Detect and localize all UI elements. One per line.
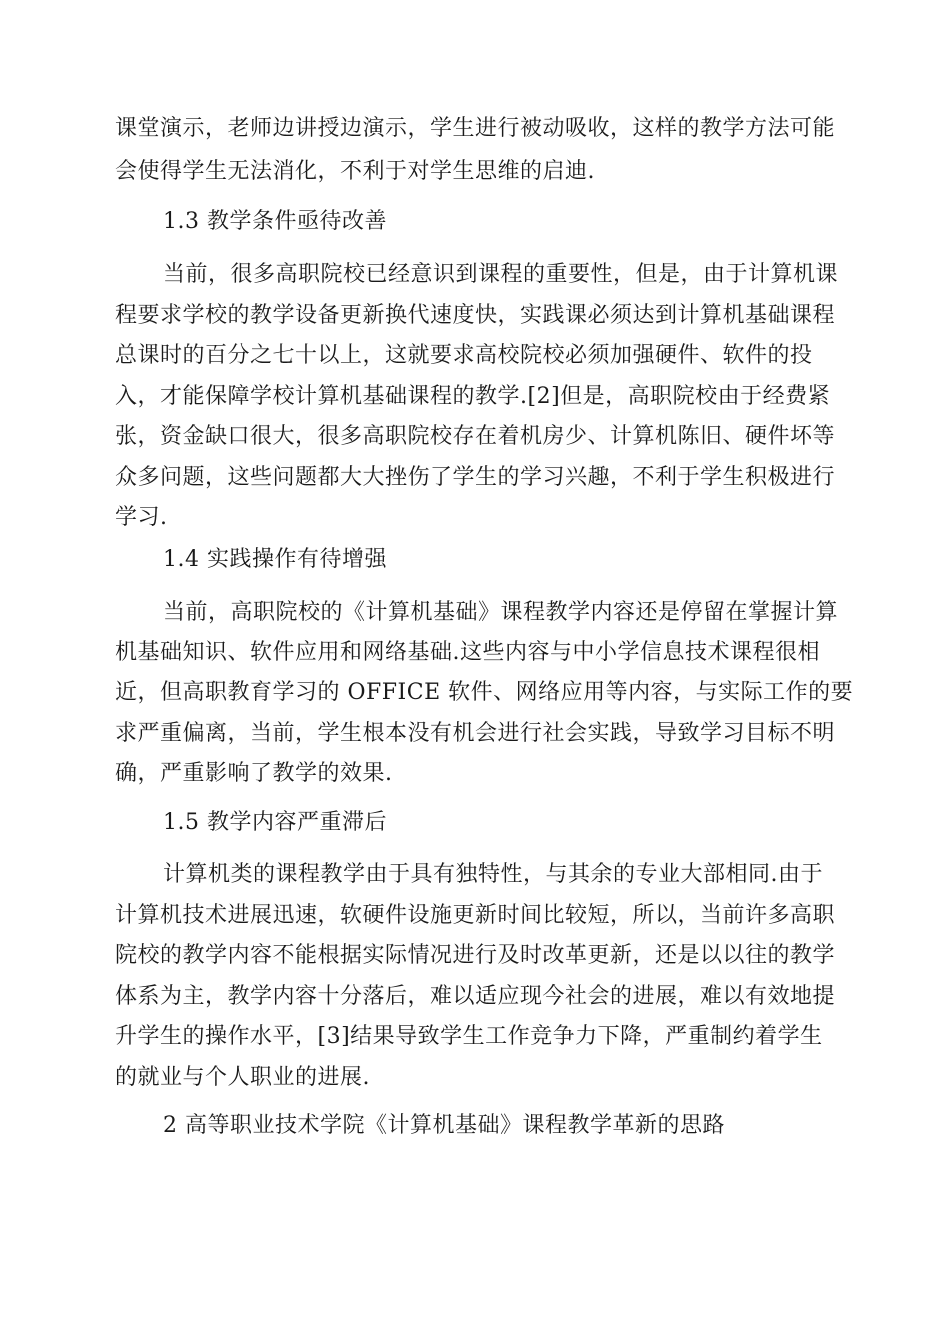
text-line: 总课时的百分之七十以上，这就要求高校院校必须加强硬件、软件的投 — [115, 343, 813, 368]
section-heading-1-4: 1.4 实践操作有待增强 — [163, 547, 387, 572]
section-heading-1-5: 1.5 教学内容严重滞后 — [163, 810, 387, 835]
text-line: 确，严重影响了教学的效果. — [115, 761, 393, 786]
text-line: 院校的教学内容不能根据实际情况进行及时改革更新，还是以以往的教学 — [115, 943, 836, 968]
text-line: 体系为主，教学内容十分落后，难以适应现今社会的进展，难以有效地提 — [115, 984, 836, 1009]
text-line: 计算机类的课程教学由于具有独特性，与其余的专业大部相同.由于 — [163, 862, 823, 887]
text-line: 的就业与个人职业的进展. — [115, 1065, 370, 1090]
text-line: 计算机技术进展迅速，软硬件设施更新时间比较短，所以，当前许多高职 — [115, 903, 836, 928]
text-line: 机基础知识、软件应用和网络基础.这些内容与中小学信息技术课程很相 — [115, 640, 820, 665]
text-line: 当前，高职院校的《计算机基础》课程教学内容还是停留在掌握计算 — [163, 600, 839, 625]
text-line: 当前，很多高职院校已经意识到课程的重要性，但是，由于计算机课 — [163, 262, 839, 287]
text-line: 程要求学校的教学设备更新换代速度快，实践课必须达到计算机基础课程 — [115, 303, 836, 328]
text-line: 会使得学生无法消化，不利于对学生思维的启迪. — [115, 159, 595, 184]
text-line: 张，资金缺口很大，很多高职院校存在着机房少、计算机陈旧、硬件坏等 — [115, 424, 836, 449]
text-line: 课堂演示，老师边讲授边演示，学生进行被动吸收，这样的教学方法可能 — [115, 116, 836, 141]
text-line: 近，但高职教育学习的 OFFICE 软件、网络应用等内容，与实际工作的要 — [115, 680, 854, 705]
text-line: 求严重偏离，当前，学生根本没有机会进行社会实践，导致学习目标不明 — [115, 721, 836, 746]
text-line: 升学生的操作水平，[3]结果导致学生工作竞争力下降，严重制约着学生 — [115, 1024, 823, 1049]
section-heading-2: 2 高等职业技术学院《计算机基础》课程教学革新的思路 — [163, 1113, 725, 1138]
section-heading-1-3: 1.3 教学条件亟待改善 — [163, 209, 387, 234]
text-line: 入，才能保障学校计算机基础课程的教学.[2]但是，高职院校由于经费紧 — [115, 384, 831, 409]
text-line: 众多问题，这些问题都大大挫伤了学生的学习兴趣，不利于学生积极进行 — [115, 465, 836, 490]
text-line: 学习. — [115, 505, 168, 530]
